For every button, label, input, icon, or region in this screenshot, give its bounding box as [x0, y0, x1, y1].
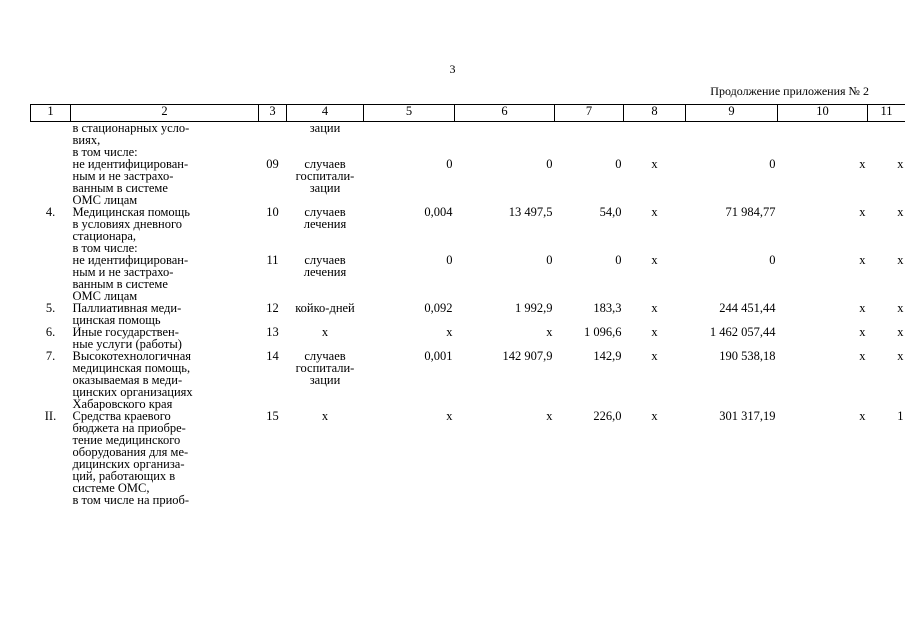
table-row [31, 350, 905, 410]
cell-c5 [364, 242, 455, 254]
cell-c2: Паллиативная меди- цинская помощь [72, 301, 182, 327]
cell-c2: Медицинская помощь в условиях дневного стационара, [72, 205, 190, 243]
cell-c4: случаев госпитали- зации [295, 349, 355, 387]
header-cell-4: 4 [287, 105, 364, 122]
cell-c2: не идентифицирован- ным и не застрахо- ванным в системе ОМС лицам [72, 157, 189, 207]
cell-c8: х [651, 157, 658, 171]
cell-c11 [868, 122, 905, 147]
cell-c11: х [897, 349, 904, 363]
cell-c6: 13 497,5 [508, 205, 553, 219]
cell-c2: Иные государствен- ные услуги (работы) [72, 325, 182, 351]
cell-c5 [364, 146, 455, 158]
cell-c9 [686, 494, 778, 506]
cell-c3 [259, 494, 287, 506]
cell-c9: 0 [769, 253, 776, 267]
cell-c9: 301 317,19 [719, 409, 776, 423]
cell-c10: х [859, 253, 866, 267]
cell-c1 [31, 146, 71, 158]
cell-c3 [259, 122, 287, 147]
cell-c8: х [651, 325, 658, 339]
cell-c4: зации [309, 121, 341, 135]
cell-c10: х [859, 205, 866, 219]
cell-c11: х [897, 253, 904, 267]
cell-c4: х [321, 325, 329, 339]
header-cell-8: 8 [624, 105, 686, 122]
cell-c7 [555, 146, 624, 158]
cell-c10 [778, 242, 868, 254]
cell-c5: 0,092 [424, 301, 453, 315]
cell-c1 [31, 254, 71, 302]
cell-c10 [778, 494, 868, 506]
cell-c7: 142,9 [593, 349, 622, 363]
cell-c5: х [446, 325, 453, 339]
cell-c5 [364, 122, 455, 147]
cell-c2: Средства краевого бюджета на приобре- тение медицинского оборудования для ме- дицинских организа- ций, работающих в системе ОМС, [72, 409, 189, 495]
cell-c2: в том числе: [72, 241, 138, 255]
cell-c6 [455, 242, 555, 254]
cell-c8: х [651, 253, 658, 267]
cell-c8: х [651, 409, 658, 423]
cell-c7 [555, 494, 624, 506]
cell-c5: х [446, 409, 453, 423]
cell-c6 [455, 122, 555, 147]
cell-c3: 13 [266, 325, 279, 339]
cell-c9 [686, 146, 778, 158]
cell-c10: х [859, 301, 866, 315]
table-row [31, 254, 905, 302]
cell-c11: 1 [897, 409, 904, 423]
cell-c4: случаев лечения [303, 205, 347, 231]
cell-c6: 0 [546, 253, 553, 267]
header-cell-1: 1 [31, 105, 71, 122]
cell-c4 [287, 494, 364, 506]
cell-c4: случаев лечения [303, 253, 347, 279]
cell-c11: х [897, 325, 904, 339]
cell-c10: х [859, 157, 866, 171]
header-cell-2: 2 [71, 105, 259, 122]
cell-c6 [455, 494, 555, 506]
table-row [31, 206, 905, 242]
data-table [30, 104, 905, 506]
cell-c8: х [651, 349, 658, 363]
table-row [31, 158, 905, 206]
cell-c7 [555, 242, 624, 254]
header-cell-5: 5 [364, 105, 455, 122]
cell-c6: х [546, 409, 553, 423]
page-number: 3 [449, 62, 456, 76]
cell-c1 [31, 494, 71, 506]
cell-c2: в стационарных усло- виях, [72, 121, 190, 147]
cell-c5: 0 [446, 253, 453, 267]
cell-c7: 54,0 [599, 205, 622, 219]
cell-c2: в том числе: [72, 145, 138, 159]
table-row [31, 326, 905, 350]
cell-c1: 4. [45, 205, 56, 219]
cell-c9: 71 984,77 [725, 205, 776, 219]
cell-c1: 6. [45, 325, 56, 339]
cell-c1: 7. [45, 349, 56, 363]
cell-c7: 1 096,6 [584, 325, 622, 339]
table-row [31, 122, 905, 147]
table-body [31, 122, 905, 507]
cell-c8: х [651, 301, 658, 315]
cell-c5 [364, 494, 455, 506]
cell-c9: 190 538,18 [719, 349, 776, 363]
cell-c9: 0 [769, 157, 776, 171]
cell-c11: х [897, 301, 904, 315]
cell-c2: Высокотехнологичная медицинская помощь, оказываемая в меди- цинских организациях Хабаровского края [72, 349, 193, 411]
cell-c2: не идентифицирован- ным и не застрахо- ванным в системе ОМС лицам [72, 253, 189, 303]
header-cell-11: 11 [868, 105, 905, 122]
cell-c1: 5. [45, 301, 56, 315]
cell-c10: х [859, 409, 866, 423]
cell-c1 [31, 242, 71, 254]
cell-c10 [778, 122, 868, 147]
table-row [31, 494, 905, 506]
cell-c5: 0,001 [424, 349, 453, 363]
cell-c3: 11 [266, 253, 279, 267]
table-row [31, 302, 905, 326]
cell-c11: х [897, 157, 904, 171]
cell-c3: 10 [266, 205, 279, 219]
cell-c3: 14 [266, 349, 279, 363]
cell-c10 [778, 146, 868, 158]
cell-c7 [555, 122, 624, 147]
cell-c7: 226,0 [593, 409, 622, 423]
cell-c8: х [651, 205, 658, 219]
cell-c6 [455, 146, 555, 158]
cell-c4: х [321, 409, 329, 423]
cell-c4: койко-дней [295, 301, 355, 315]
cell-c7: 0 [615, 253, 622, 267]
cell-c3: 15 [266, 409, 279, 423]
cell-c1: II. [44, 409, 57, 423]
cell-c7: 0 [615, 157, 622, 171]
cell-c6: 1 992,9 [515, 301, 553, 315]
cell-c3: 09 [266, 157, 279, 171]
cell-c10: х [859, 325, 866, 339]
cell-c9 [686, 122, 778, 147]
cell-c2: в том числе на приоб- [72, 493, 190, 507]
cell-c1 [31, 158, 71, 206]
cell-c6: 142 907,9 [502, 349, 553, 363]
cell-c6: 0 [546, 157, 553, 171]
cell-c8 [624, 122, 686, 147]
cell-c9: 244 451,44 [719, 301, 776, 315]
cell-c9: 1 462 057,44 [709, 325, 776, 339]
cell-c11 [868, 494, 905, 506]
table-row [31, 410, 905, 494]
cell-c1 [31, 122, 71, 147]
cell-c9 [686, 242, 778, 254]
continuation-note: Продолжение приложения № 2 [710, 84, 869, 98]
cell-c10: х [859, 349, 866, 363]
cell-c7: 183,3 [593, 301, 622, 315]
cell-c11: х [897, 205, 904, 219]
cell-c5: 0,004 [424, 205, 453, 219]
header-cell-7: 7 [555, 105, 624, 122]
header-cell-10: 10 [778, 105, 868, 122]
header-cell-6: 6 [455, 105, 555, 122]
header-cell-3: 3 [259, 105, 287, 122]
cell-c5: 0 [446, 157, 453, 171]
cell-c3: 12 [266, 301, 279, 315]
cell-c4: случаев госпитали- зации [295, 157, 355, 195]
header-cell-9: 9 [686, 105, 778, 122]
cell-c8 [624, 494, 686, 506]
cell-c6: х [546, 325, 553, 339]
header-row [31, 105, 905, 122]
